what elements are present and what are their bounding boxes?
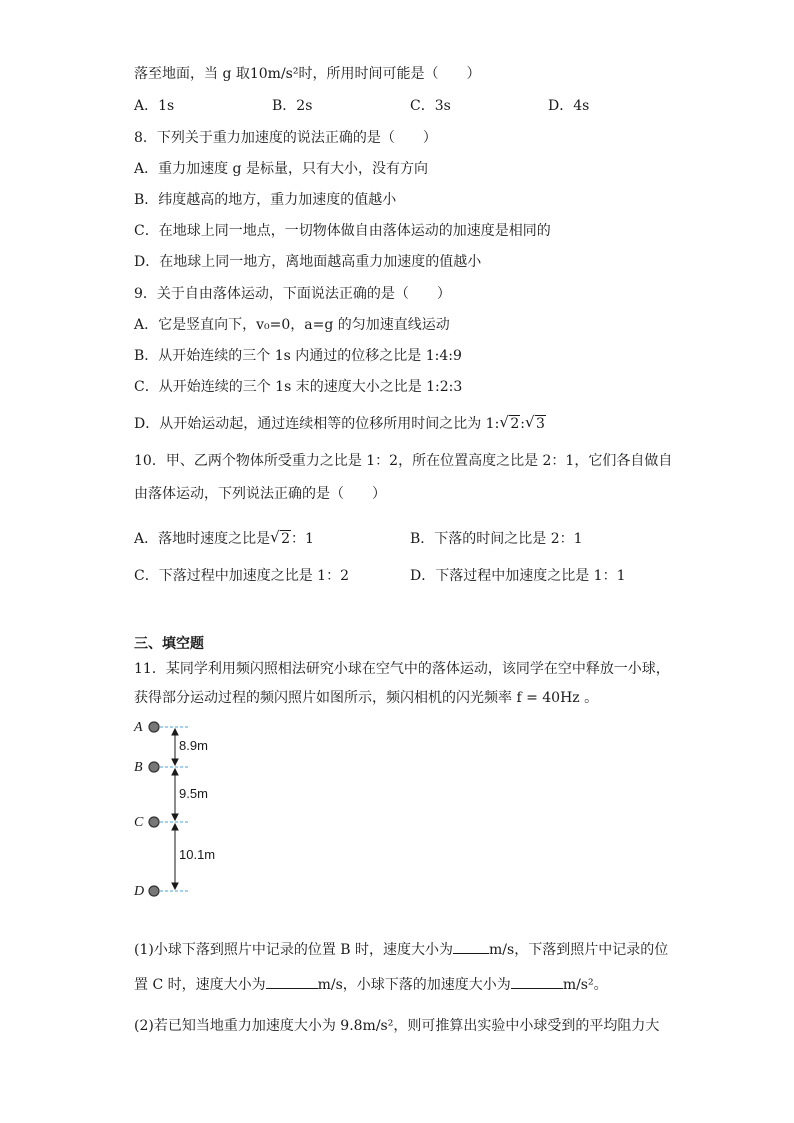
q7-option-d: D．4s [548, 98, 590, 114]
q11-stem-line2: 获得部分运动过程的频闪照片如图所示，频闪相机的闪光频率 f = 40Hz 。 [134, 690, 599, 706]
q10-option-c: C．下落过程中加速度之比是 1：2 [134, 568, 349, 584]
ratio-separator: : [520, 416, 525, 432]
q11-part1-text-a: (1)小球下落到照片中记录的位置 B 时，速度大小为 [134, 942, 454, 958]
q8-option-d: D．在地球上同一地方，离地面越高重力加速度的值越小 [134, 254, 482, 270]
q11-part1-text-b: m/s，下落到照片中记录的位 [489, 942, 669, 958]
q9-stem: 9．关于自由落体运动，下面说法正确的是（ ） [134, 286, 451, 302]
q10-option-b: B．下落的时间之比是 2：1 [410, 531, 583, 547]
q7-option-a: A．1s [134, 98, 175, 114]
q9-option-c: C．从开始连续的三个 1s 末的速度大小之比是 1:2:3 [134, 379, 463, 395]
distance-cd: 10.1m [179, 847, 216, 862]
q8-option-c: C．在地球上同一地点，一切物体做自由落体运动的加速度是相同的 [134, 223, 551, 239]
sqrt-3 [525, 414, 546, 434]
strobe-photo-figure [130, 716, 230, 901]
q11-part1-text-d: m/s，小球下落的加速度大小为 [317, 977, 511, 993]
distance-ab: 8.9m [179, 738, 208, 753]
q9-option-a: A．它是竖直向下，v₀=0，a=g 的匀加速直线运动 [134, 317, 450, 333]
q10-option-a [134, 529, 314, 549]
ball-c-icon [149, 817, 159, 827]
answer-blank-vc[interactable] [266, 988, 318, 989]
distance-bc: 9.5m [179, 786, 208, 801]
position-c [134, 815, 190, 830]
q10-option-a-ratio: ：1 [291, 531, 314, 547]
q8-option-a: A．重力加速度 g 是标量，只有大小，没有方向 [134, 161, 428, 177]
answer-blank-acceleration[interactable] [511, 988, 563, 989]
q11-part1-text-e: m/s²。 [562, 977, 608, 993]
answer-blank-vb[interactable] [453, 953, 489, 954]
dimension-arrows [172, 729, 178, 889]
sqrt-2 [499, 414, 520, 434]
position-d [133, 884, 190, 899]
q11-stem-line1: 11．某同学利用频闪照相法研究小球在空气中的落体运动，该同学在空中释放一小球， [134, 661, 670, 677]
label-c: C [134, 815, 144, 830]
position-a [133, 720, 190, 735]
q10-option-d: D．下落过程中加速度之比是 1：1 [410, 568, 626, 584]
q10-stem-line2: 由落体运动，下列说法正确的是（ ） [134, 486, 386, 502]
label-a: A [134, 720, 143, 735]
q7-option-b: B．2s [272, 98, 313, 114]
q10-stem-line1: 10．甲、乙两个物体所受重力之比是 1：2，所在位置高度之比是 2：1，它们各自做自 [134, 453, 673, 469]
q11-part2-line: (2)若已知当地重力加速度大小为 9.8m/s²，则可推算出实验中小球受到的平均阻力大 [134, 1018, 660, 1034]
sqrt-2-radicand: 2 [281, 531, 291, 547]
q7-option-c: C．3s [410, 98, 451, 114]
ball-d-icon [149, 886, 159, 896]
q10-option-a-text: A．落地时速度之比是 [134, 531, 271, 547]
q11-part1-text-c: 置 C 时，速度大小为 [134, 977, 266, 993]
q7-stem-tail: 落至地面，当 g 取10m/s²时，所用时间可能是（ ） [134, 66, 481, 82]
section-title: 三、填空题 [134, 636, 204, 652]
sqrt-2 [270, 529, 291, 549]
q11-part1-line2 [134, 975, 608, 995]
label-d: D [134, 884, 145, 899]
q9-option-b: B．从开始连续的三个 1s 内通过的位移之比是 1:4:9 [134, 348, 462, 364]
q9-option-d [134, 414, 546, 434]
ball-b-icon [149, 762, 159, 772]
q8-stem: 8．下列关于重力加速度的说法正确的是（ ） [134, 130, 437, 146]
q8-option-b: B．纬度越高的地方，重力加速度的值越小 [134, 192, 397, 208]
label-b: B [134, 760, 143, 775]
sqrt-3-radicand: 3 [535, 416, 545, 432]
sqrt-2-radicand: 2 [510, 416, 520, 432]
q11-part1-line1 [134, 940, 668, 960]
q9-option-d-text: D．从开始运动起，通过连续相等的位移所用时间之比为 1: [134, 416, 500, 432]
ball-a-icon [149, 722, 159, 732]
position-b [134, 760, 190, 775]
